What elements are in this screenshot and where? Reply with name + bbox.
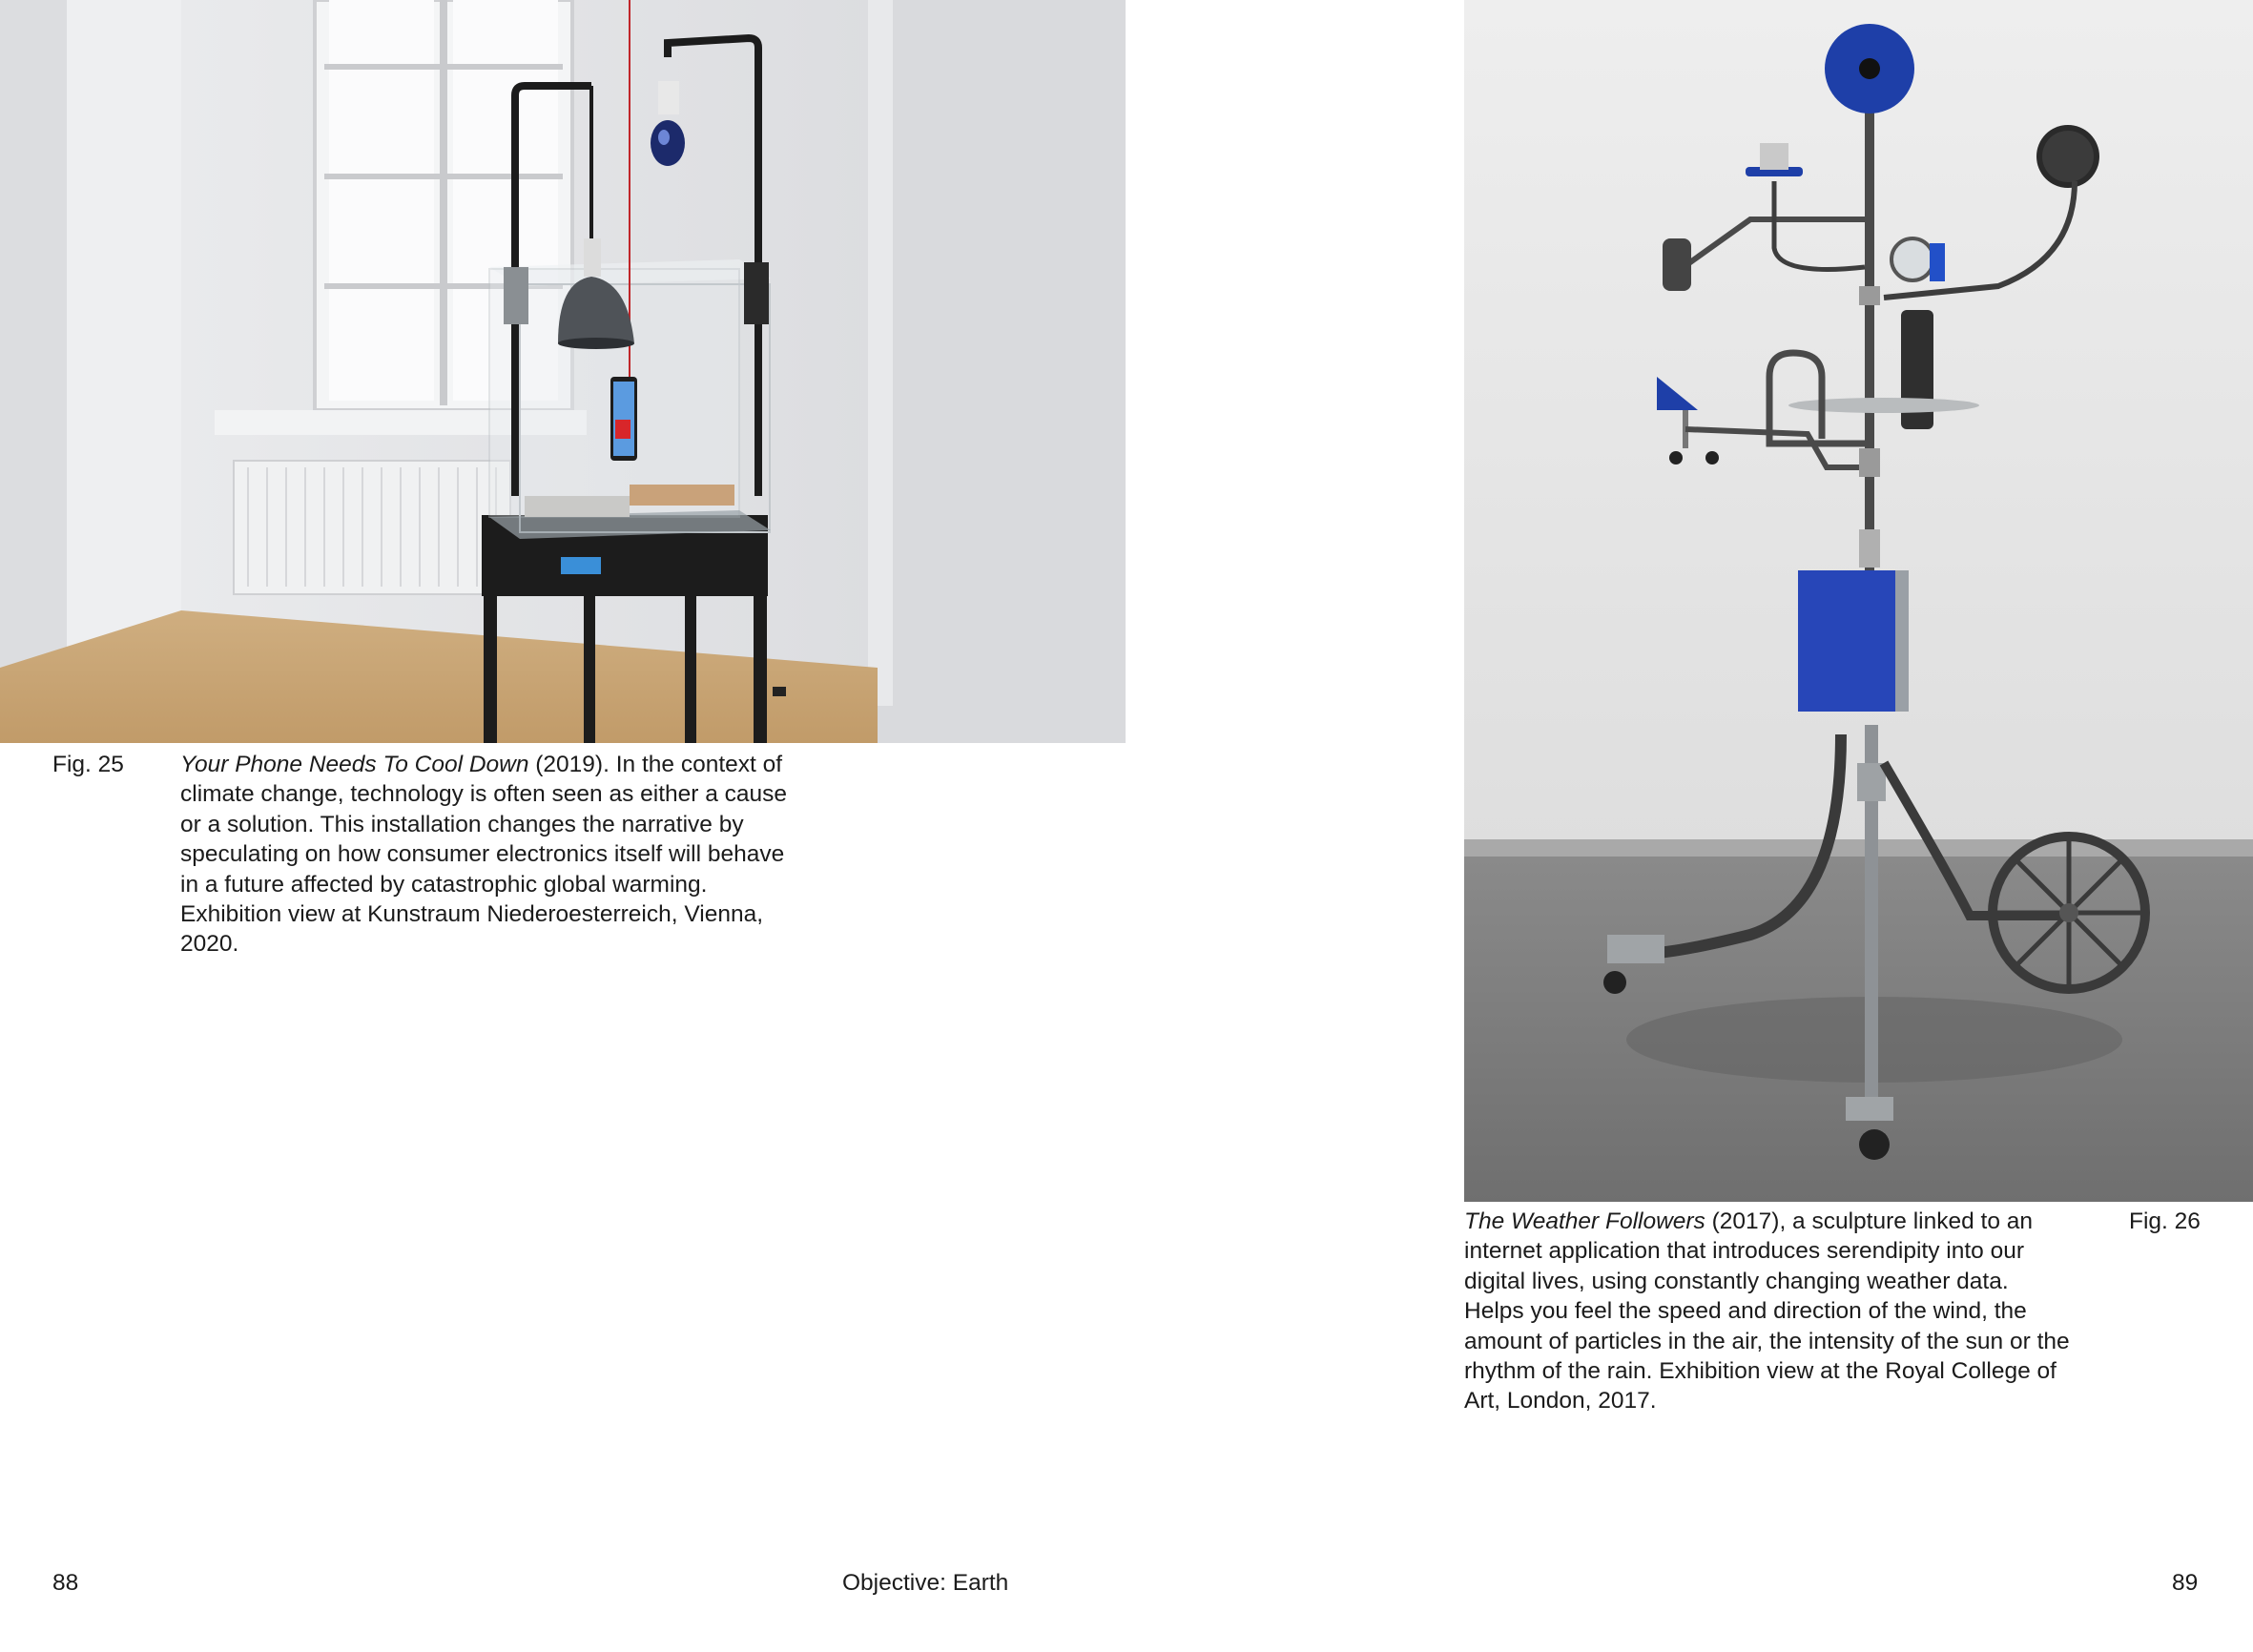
- caption-fig-26: [1464, 1207, 2075, 1416]
- photo-fig-25: [0, 0, 1126, 743]
- phone: [610, 377, 637, 461]
- weather-followers-photo: [1464, 0, 2253, 1202]
- figure-label-fig-26: Fig. 26: [2129, 1208, 2201, 1234]
- table-display-panel: [561, 557, 601, 574]
- caption-title: The Weather Followers: [1464, 1208, 1705, 1234]
- installation-phone-photo: [0, 0, 1126, 743]
- running-title: Objective: Earth: [842, 1570, 1009, 1596]
- figure-label-fig-25: Fig. 25: [52, 752, 124, 777]
- page-number-right: 89: [2172, 1570, 2199, 1596]
- radiator: [234, 461, 510, 594]
- page-number-left: 88: [52, 1570, 79, 1596]
- caption-fig-25: [180, 750, 791, 960]
- photo-fig-26: [1464, 0, 2253, 1202]
- caption-title: Your Phone Needs To Cool Down: [180, 752, 529, 777]
- caption-text: (2017), a sculpture linked to an internet application that introduces serendipity into our digital lives, using constantly changing weather data. Helps you feel the speed and direction of the wind, the amount of particles in the air, the intensity of the sun or the rhythm of the rain. Exhibition view at the Royal College of Art, London, 2017.: [1464, 1208, 2070, 1415]
- caption-text: (2019). In the context of climate change, technology is often seen as either a cause or a solution. This installation changes the narrative by speculating on how consumer electronics itself will behave in a future affected by catastrophic global warming. Exhibition view at Kunstraum Niederoesterreich, Vienna, 2020.: [180, 752, 788, 958]
